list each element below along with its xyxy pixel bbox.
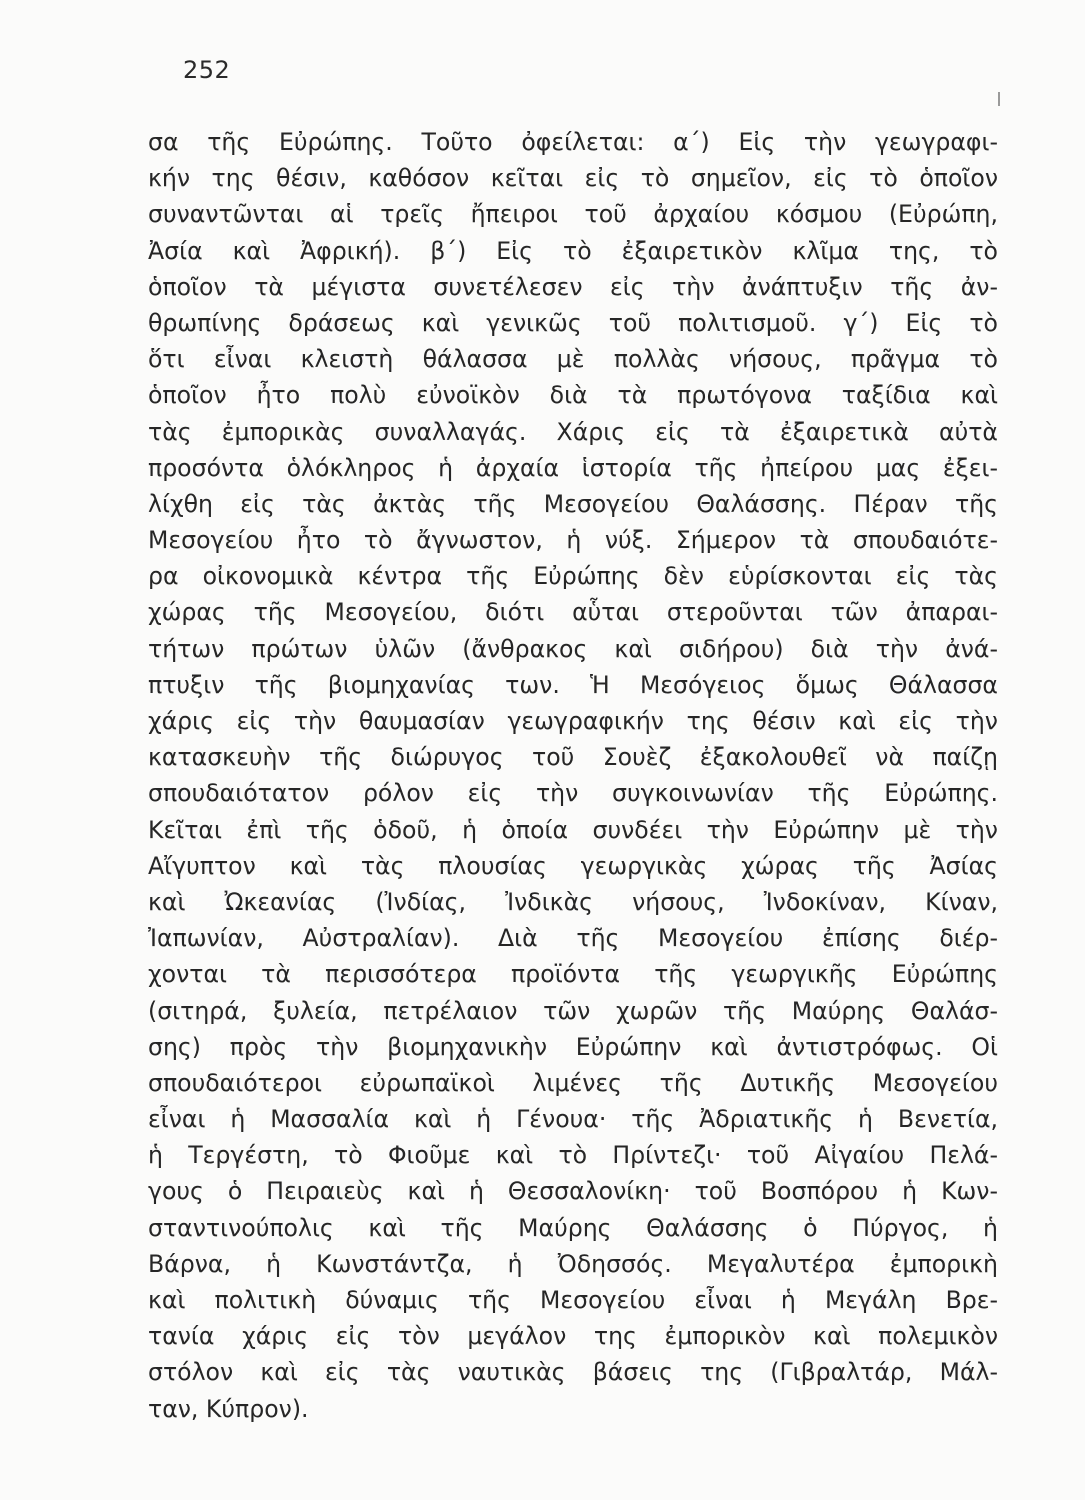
text-line: σης) πρὸς τὴν βιομηχανικὴν Εὐρώπην καὶ ἀντιστρόφως. Οἱ (148, 1032, 998, 1061)
text-line: Βάρνα, ἡ Κωνστάντζα, ἡ Ὀδησσός. Μεγαλυτέρα ἐμπορικὴ (148, 1249, 998, 1278)
text-line: τὰς ἐμπορικὰς συναλλαγάς. Χάρις εἰς τὰ ἐξαιρετικὰ αὐτὰ (148, 417, 998, 446)
text-line: γους ὁ Πειραιεὺς καὶ ἡ Θεσσαλονίκη· τοῦ Βοσπόρου ἡ Κων- (148, 1177, 998, 1206)
text-line: Μεσογείου ἦτο τὸ ἄγνωστον, ἡ νύξ. Σήμερον τὰ σπουδαιότε- (148, 526, 998, 555)
page-number: 252 (183, 56, 231, 84)
text-line: χώρας τῆς Μεσογείου, διότι αὗται στεροῦνται τῶν ἀπαραι- (148, 598, 998, 627)
text-line: ὅτι εἶναι κλειστὴ θάλασσα μὲ πολλὰς νήσους, πρᾶγμα τὸ (148, 345, 998, 374)
text-line: Ἰαπωνίαν, Αὐστραλίαν). Διὰ τῆς Μεσογείου ἐπίσης διέρ- (148, 924, 998, 953)
text-line: Ἀσία καὶ Ἀφρική). β΄) Εἰς τὸ ἐξαιρετικὸν κλῖμα της, τὸ (148, 236, 998, 265)
text-line: (σιτηρά, ξυλεία, πετρέλαιον τῶν χωρῶν τῆς Μαύρης Θαλάσ- (148, 996, 998, 1025)
text-line: Κεῖται ἐπὶ τῆς ὁδοῦ, ἡ ὁποία συνδέει τὴν Εὐρώπην μὲ τὴν (148, 815, 998, 844)
text-line: σπουδαιότατον ρόλον εἰς τὴν συγκοινωνίαν τῆς Εὐρώπης. (148, 779, 998, 808)
text-line: ὁποῖον τὰ μέγιστα συνετέλεσεν εἰς τὴν ἀνάπτυξιν τῆς ἀν- (148, 272, 998, 301)
text-line: καὶ Ὠκεανίας (Ἰνδίας, Ἰνδικὰς νήσους, Ἰνδοκίναν, Κίναν, (148, 887, 998, 916)
text-line: τανία χάρις εἰς τὸν μεγάλον της ἐμπορικὸν καὶ πολεμικὸν (148, 1322, 998, 1351)
text-line: προσόντα ὁλόκληρος ἡ ἀρχαία ἱστορία τῆς ἠπείρου μας ἐξει- (148, 453, 998, 482)
text-line: ἡ Τεργέστη, τὸ Φιοῦμε καὶ τὸ Πρίντεζι· τοῦ Αἰγαίου Πελά- (148, 1141, 998, 1170)
text-line: κήν της θέσιν, καθόσον κεῖται εἰς τὸ σημεῖον, εἰς τὸ ὁποῖον (148, 164, 998, 193)
text-line: ὁποῖον ἦτο πολὺ εὐνοϊκὸν διὰ τὰ πρωτόγονα ταξίδια καὶ (148, 381, 998, 410)
text-line: σπουδαιότεροι εὐρωπαϊκοὶ λιμένες τῆς Δυτικῆς Μεσογείου (148, 1068, 998, 1097)
text-line: Αἴγυπτον καὶ τὰς πλουσίας γεωργικὰς χώρας τῆς Ἀσίας (148, 851, 998, 880)
text-line: στόλον καὶ εἰς τὰς ναυτικὰς βάσεις της (Γιβραλτάρ, Μάλ- (148, 1358, 998, 1387)
text-line: ρα οἰκονομικὰ κέντρα τῆς Εὐρώπης δὲν εὑρίσκονται εἰς τὰς (148, 562, 998, 591)
text-line: θρωπίνης δράσεως καὶ γενικῶς τοῦ πολιτισμοῦ. γ΄) Εἰς τὸ (148, 308, 998, 337)
text-line: ταν, Κύπρον). (148, 1394, 309, 1423)
text-line: λίχθη εἰς τὰς ἀκτὰς τῆς Μεσογείου Θαλάσσης. Πέραν τῆς (148, 489, 998, 518)
margin-mark (998, 92, 1000, 106)
text-line: κατασκευὴν τῆς διώρυγος τοῦ Σουὲζ ἐξακολουθεῖ νὰ παίζῃ (148, 743, 998, 772)
text-line: σα τῆς Εὐρώπης. Τοῦτο ὀφείλεται: α΄) Εἰς τὴν γεωγραφι- (148, 128, 998, 156)
text-line: πτυξιν τῆς βιομηχανίας των. Ἡ Μεσόγειος ὅμως Θάλασσα (148, 670, 998, 699)
text-line: σταντινούπολις καὶ τῆς Μαύρης Θαλάσσης ὁ Πύργος, ἡ (148, 1213, 998, 1242)
text-line: χονται τὰ περισσότερα προϊόντα τῆς γεωργικῆς Εὐρώπης (148, 960, 998, 989)
text-line: συναντῶνται αἱ τρεῖς ἤπειροι τοῦ ἀρχαίου κόσμου (Εὐρώπη, (148, 200, 998, 229)
body-text (148, 124, 998, 1427)
text-line: εἶναι ἡ Μασσαλία καὶ ἡ Γένουα· τῆς Ἀδριατικῆς ἡ Βενετία, (148, 1105, 998, 1134)
text-line: χάρις εἰς τὴν θαυμασίαν γεωγραφικήν της θέσιν καὶ εἰς τὴν (148, 707, 998, 735)
text-line: καὶ πολιτικὴ δύναμις τῆς Μεσογείου εἶναι ἡ Μεγάλη Βρε- (148, 1286, 998, 1314)
text-line: τήτων πρώτων ὑλῶν (ἄνθρακος καὶ σιδήρου) διὰ τὴν ἀνά- (148, 634, 998, 663)
